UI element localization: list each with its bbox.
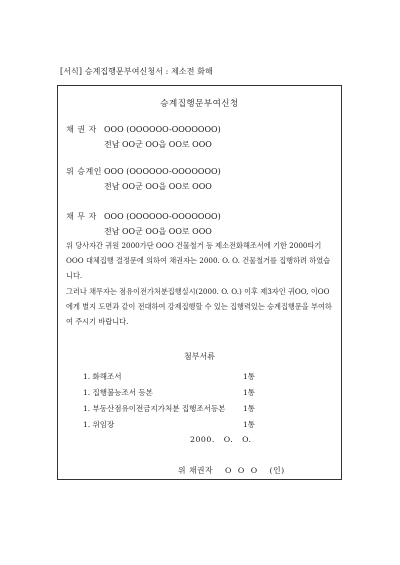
document-frame (57, 85, 342, 480)
party-role: 채 무 자 (66, 212, 97, 221)
party-debtor (66, 211, 221, 237)
party-successor (66, 166, 221, 192)
party-role: 채 권 자 (66, 125, 97, 134)
party-creditor (66, 124, 221, 150)
attachment-qty: 1통 (243, 388, 256, 397)
party-address: 전남 OO군 OO읍 OO로 OOO (104, 182, 212, 191)
attachments-list (83, 371, 273, 435)
paragraph-text: 그러나 채무자는 점유이전가처분집행실시(2000. O. O.) 이후 제3자인 귀OO, 이OO에게 별지 도면과 같이 전대하여 강제집행할 수 있는 집행력있는 승계집행문을 부여하여 주시기 바랍니다. (66, 287, 332, 326)
attachment-label: 1. 집행불능조서 등본 (83, 388, 153, 397)
form-header: [서식] 승계집행문부여신청서 : 제소전 화해 (60, 67, 213, 76)
attachment-item (83, 387, 273, 403)
filing-date: 2000. O. O. (190, 435, 252, 444)
attachment-label: 1. 위임장 (83, 420, 115, 429)
party-address: 전남 OO군 OO읍 OO로 OOO (104, 227, 212, 236)
party-role: 위 승계인 (66, 167, 102, 176)
attachment-item (83, 403, 273, 419)
party-name-id: OOO (OOOOOO-OOOOOOO) (104, 167, 221, 176)
party-address: 전남 OO군 OO읍 OO로 OOO (104, 140, 212, 149)
body-paragraph-2 (66, 284, 334, 329)
paragraph-text: 위 당사자간 귀원 2000가단 OOO 건물철거 등 제소전화해조서에 기한 2000타기 OOO 대체집행 결정문에 의하여 채권자는 2000. O. O. 건물철거를 집행하려 하였습니다. (66, 241, 331, 280)
attachment-label: 1. 화해조서 (83, 372, 122, 381)
document-title: 승계집행문부여신청 (160, 99, 239, 109)
attachment-qty: 1통 (243, 420, 256, 429)
attachment-label: 1. 부동산점유이전금지가처분 집행조서등본 (83, 404, 226, 413)
party-name-id: OOO (OOOOOO-OOOOOOO) (104, 212, 221, 221)
attachment-item (83, 371, 273, 387)
attachment-qty: 1통 (243, 372, 256, 381)
attachments-title: 첨부서류 (184, 352, 215, 361)
signature-line: 위 채권자 O O O (인) (178, 466, 285, 475)
party-name-id: OOO (OOOOOO-OOOOOOO) (104, 125, 221, 134)
attachment-qty: 1통 (243, 404, 256, 413)
attachment-item (83, 419, 273, 435)
body-paragraph-1 (66, 238, 334, 283)
